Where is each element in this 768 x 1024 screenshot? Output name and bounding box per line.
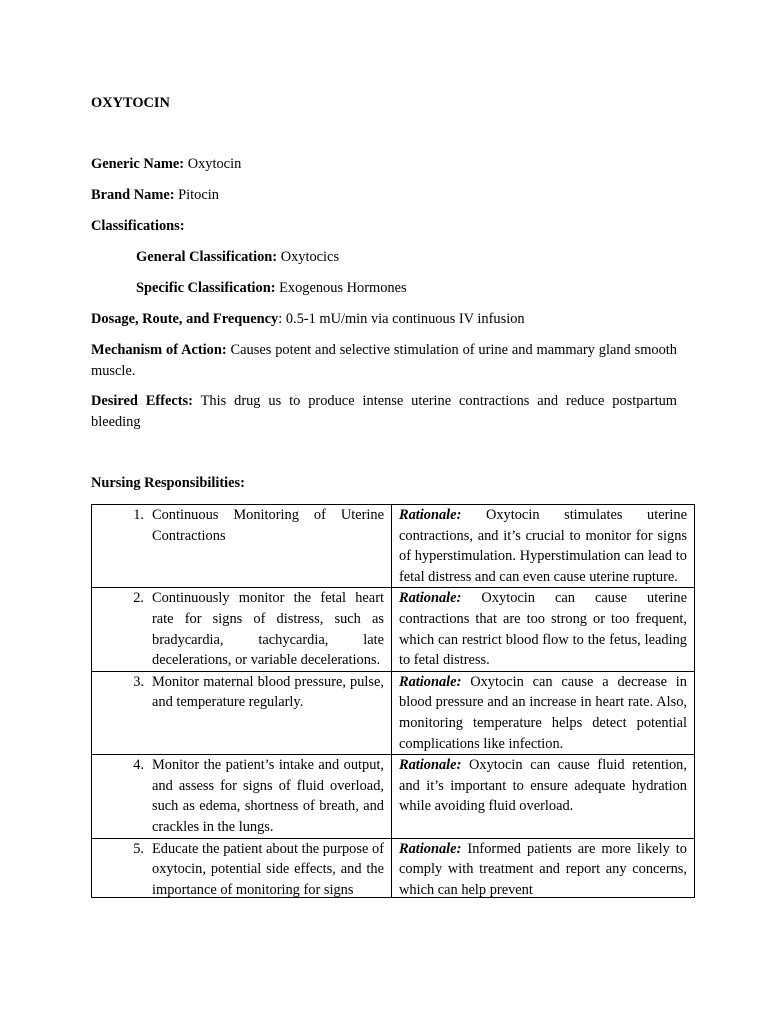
nursing-responsibilities-heading: Nursing Responsibilities: (91, 475, 245, 491)
nursing-responsibilities-table (91, 504, 695, 898)
classifications-heading: Classifications: (91, 218, 185, 234)
table-row (92, 838, 695, 897)
rationale-label: Rationale: (399, 507, 462, 523)
rationale-cell (392, 588, 695, 671)
rationale-label: Rationale: (399, 757, 462, 774)
rationale-label: Rationale: (399, 673, 462, 690)
brand-name-line (91, 185, 219, 206)
brand-name-label: Brand Name: (91, 187, 175, 203)
row-number: 4. (133, 757, 144, 774)
rationale-cell (392, 671, 695, 754)
rationale-label: Rationale: (399, 840, 462, 857)
rationale-text: Oxytocin can cause fluid retention, and it’s important to ensure adequate hydration while avoiding fluid overload. (399, 757, 687, 815)
mechanism-paragraph (91, 340, 677, 381)
dosage-line (91, 309, 525, 330)
general-classification-line (136, 247, 339, 268)
document-title: OXYTOCIN (91, 95, 170, 111)
desired-effects-label: Desired Effects: (91, 393, 193, 409)
responsibility-cell (92, 838, 392, 897)
dosage-value: : 0.5-1 mU/min via continuous IV infusion (278, 311, 525, 327)
row-number: 3. (133, 673, 144, 690)
responsibility-cell (92, 755, 392, 838)
rationale-label: Rationale: (399, 590, 462, 607)
rationale-cell (392, 755, 695, 838)
dosage-label: Dosage, Route, and Frequency (91, 311, 279, 327)
specific-classification-label: Specific Classification: (136, 280, 276, 296)
table-row (92, 671, 695, 754)
responsibility-text: Educate the patient about the purpose of oxytocin, potential side effects, and the importance of monitoring for signs (152, 840, 384, 897)
generic-name-label: Generic Name: (91, 156, 185, 172)
desired-effects-paragraph (91, 391, 677, 432)
responsibility-cell (92, 671, 392, 754)
responsibility-cell (92, 588, 392, 671)
desired-effects-value: This drug us to produce intense uterine contractions and reduce postpartum bleeding (91, 393, 677, 430)
responsibility-cell (92, 505, 392, 588)
table-row (92, 505, 695, 588)
rationale-text: Oxytocin can cause a decrease in blood pressure and an increase in heart rate. Also, monitoring temperature helps detect potential complications like infection. (399, 673, 687, 752)
specific-classification-line (136, 278, 407, 299)
row-number: 5. (133, 840, 144, 857)
responsibility-text: Continuously monitor the fetal heart rate for signs of distress, such as bradycardia, tachycardia, late decelerations, or variable decelerations. (152, 590, 384, 669)
general-classification-value: Oxytocics (277, 249, 340, 265)
responsibility-text: Monitor maternal blood pressure, pulse, and temperature regularly. (152, 673, 384, 711)
rationale-text: Oxytocin stimulates uterine contractions, and it’s crucial to monitor for signs of hyperstimulation. Hyperstimulation can lead to fetal distress and can even cause uterine rupture. (399, 507, 687, 585)
row-number: 2. (133, 590, 144, 607)
table-row (92, 588, 695, 671)
mechanism-value: Causes potent and selective stimulation of urine and mammary gland smooth muscle. (91, 342, 677, 379)
generic-name-line (91, 154, 241, 175)
responsibility-text: Monitor the patient’s intake and output, and assess for signs of fluid overload, such as edema, shortness of breath, and crackles in the lungs. (152, 757, 384, 835)
row-number: 1. (133, 507, 144, 523)
generic-name-value: Oxytocin (184, 156, 242, 172)
mechanism-label: Mechanism of Action: (91, 342, 227, 358)
table-row (92, 755, 695, 838)
responsibility-text: Continuous Monitoring of Uterine Contractions (152, 507, 384, 544)
rationale-text: Oxytocin can cause uterine contractions that are too strong or too frequent, which can restrict blood flow to the fetus, leading to fetal distress. (399, 590, 687, 669)
general-classification-label: General Classification: (136, 249, 278, 265)
brand-name-value: Pitocin (174, 187, 219, 203)
rationale-text: Informed patients are more likely to comply with treatment and report any concerns, which can help prevent (399, 840, 687, 897)
rationale-cell (392, 838, 695, 897)
specific-classification-value: Exogenous Hormones (275, 280, 407, 296)
rationale-cell (392, 505, 695, 588)
